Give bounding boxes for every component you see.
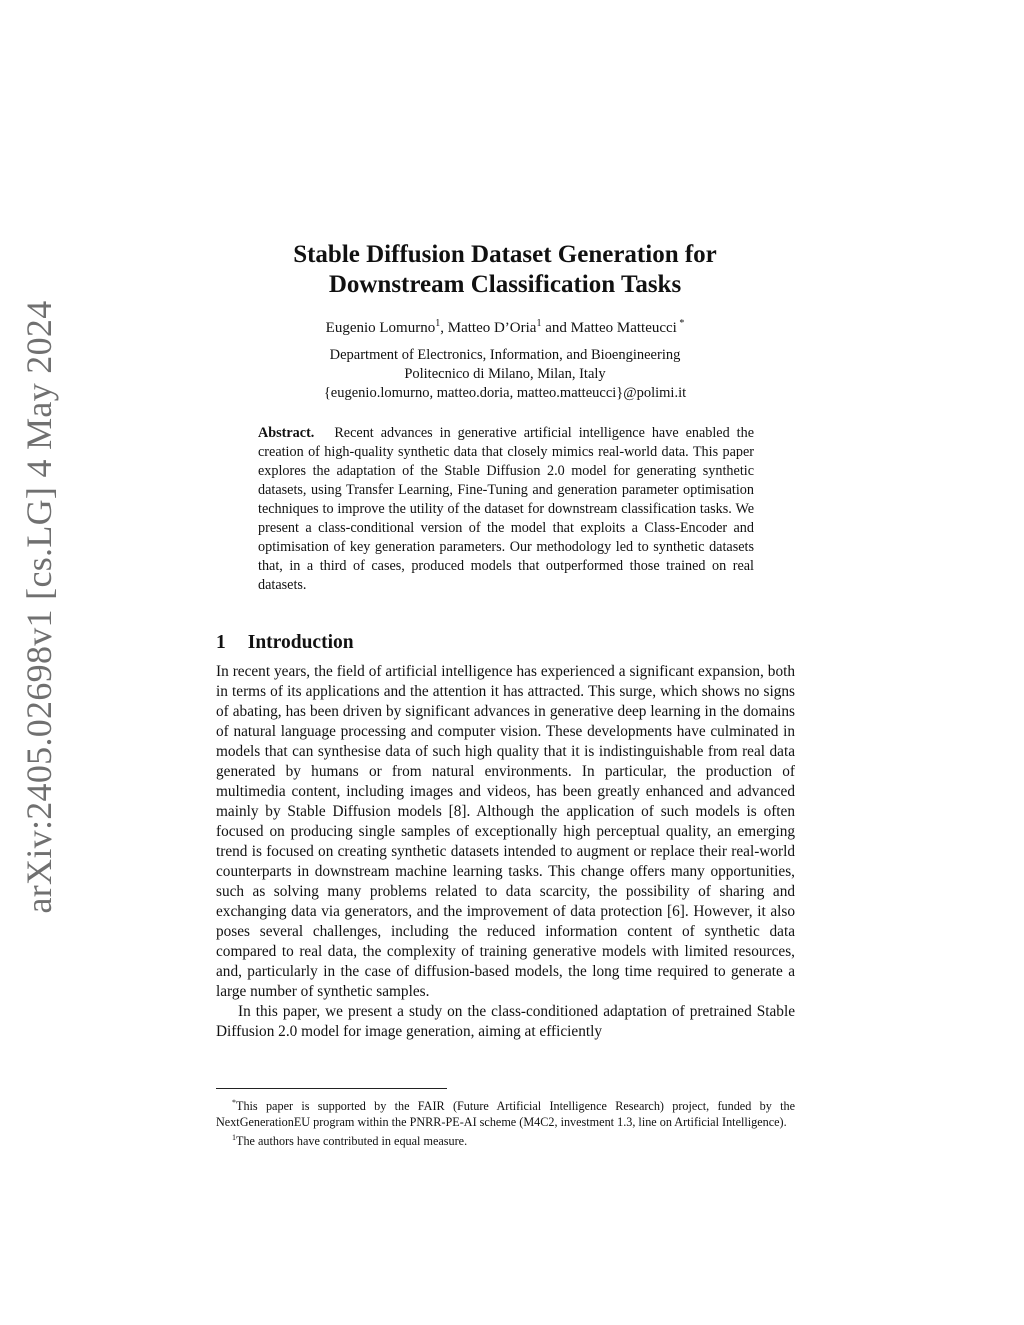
footnote-text: This paper is supported by the FAIR (Future Artificial Intelligence Research) project, funded by the NextGenerationEU program within the PNRR-PE-AI scheme (M4C2, investment 1.3, line on Artificial Intelligence). <box>216 1099 795 1129</box>
footnote-text: The authors have contributed in equal measure. <box>236 1134 468 1149</box>
footnote <box>216 1095 795 1130</box>
title-line-1: Stable Diffusion Dataset Generation for <box>293 241 717 268</box>
abstract-text: Recent advances in generative artificial intelligence have enabled the creation of high-quality synthetic data that closely mimics real-world data. This paper explores the adaptation of the Stable Diffusion 2.0 model for generating synthetic datasets, using Transfer Learning, Fine-Tuning and generation parameter optimisation techniques to improve the utility of the dataset for downstream classification tasks. We present a class-conditional version of the model that exploits a Class-Encoder and optimisation of key generation parameters. Our methodology led to synthetic datasets that, in a third of cases, produced models that outperformed those trained on real datasets. <box>258 425 754 593</box>
author-separator: , <box>440 320 448 336</box>
body-text <box>216 662 795 1042</box>
author-name: Matteo Matteucci <box>570 320 677 336</box>
arxiv-sidebar-stamp <box>12 300 66 914</box>
affiliation-emails: {eugenio.lomurno, matteo.doria, matteo.matteucci}@polimi.it <box>323 385 687 401</box>
author-footnote-mark: * <box>676 318 685 329</box>
footnote-divider <box>216 1088 447 1089</box>
author-affil-mark: 1 <box>435 318 441 329</box>
arxiv-identifier: arXiv:2405.02698v1 [cs.LG] 4 May 2024 <box>19 300 59 914</box>
section-number: 1 <box>216 632 226 653</box>
footnote <box>216 1130 795 1150</box>
footnote-mark: * <box>232 1098 236 1107</box>
title-line-2: Downstream Classification Tasks <box>328 271 682 298</box>
author-list <box>160 314 850 338</box>
paper-title <box>160 240 850 300</box>
affiliation-block <box>160 346 850 403</box>
abstract-label: Abstract. <box>258 425 315 441</box>
footnote-mark: 1 <box>232 1133 236 1143</box>
abstract <box>258 424 754 595</box>
paragraph: In this paper, we present a study on the class-conditioned adaptation of pretrained Stable Diffusion 2.0 model for image generation, aiming at efficiently <box>216 1003 795 1040</box>
affiliation-institution: Politecnico di Milano, Milan, Italy <box>404 366 606 382</box>
footnotes <box>216 1095 795 1150</box>
author-affil-mark: 1 <box>536 318 542 329</box>
affiliation-department: Department of Electronics, Information, and Bioengineering <box>329 347 681 363</box>
section-title: Introduction <box>247 632 354 653</box>
author-separator: and <box>541 320 571 336</box>
author-name: Eugenio Lomurno <box>325 320 436 336</box>
section-heading <box>216 630 354 656</box>
author-name: Matteo D’Oria <box>447 320 537 336</box>
paragraph: In recent years, the field of artificial intelligence has experienced a significant expansion, both in terms of its applications and the attention it has attracted. This surge, which shows no signs of abating, has been driven by significant advances in generative deep learning in the domains of natural language processing and computer vision. These developments have culminated in models that can synthesise data of such high quality that it is indistinguishable from real data generated by humans or from natural environments. In particular, the production of multimedia content, including images and videos, has been greatly enhanced and advanced mainly by Stable Diffusion models [8]. Although the application of such models is often focused on producing single samples of exceptionally high perceptual quality, an emerging trend is focused on creating synthetic datasets intended to augment or replace their real-world counterparts in downstream machine learning tasks. This change offers many opportunities, such as solving many problems related to data scarcity, the possibility of sharing and exchanging data via generators, and the improvement of data protection [6]. However, it also poses several challenges, including the reduced information content of synthetic data compared to real data, the complexity of training generative models with limited resources, and, particularly in the case of diffusion-based models, the long time required to generate a large number of synthetic samples. <box>216 663 795 1000</box>
